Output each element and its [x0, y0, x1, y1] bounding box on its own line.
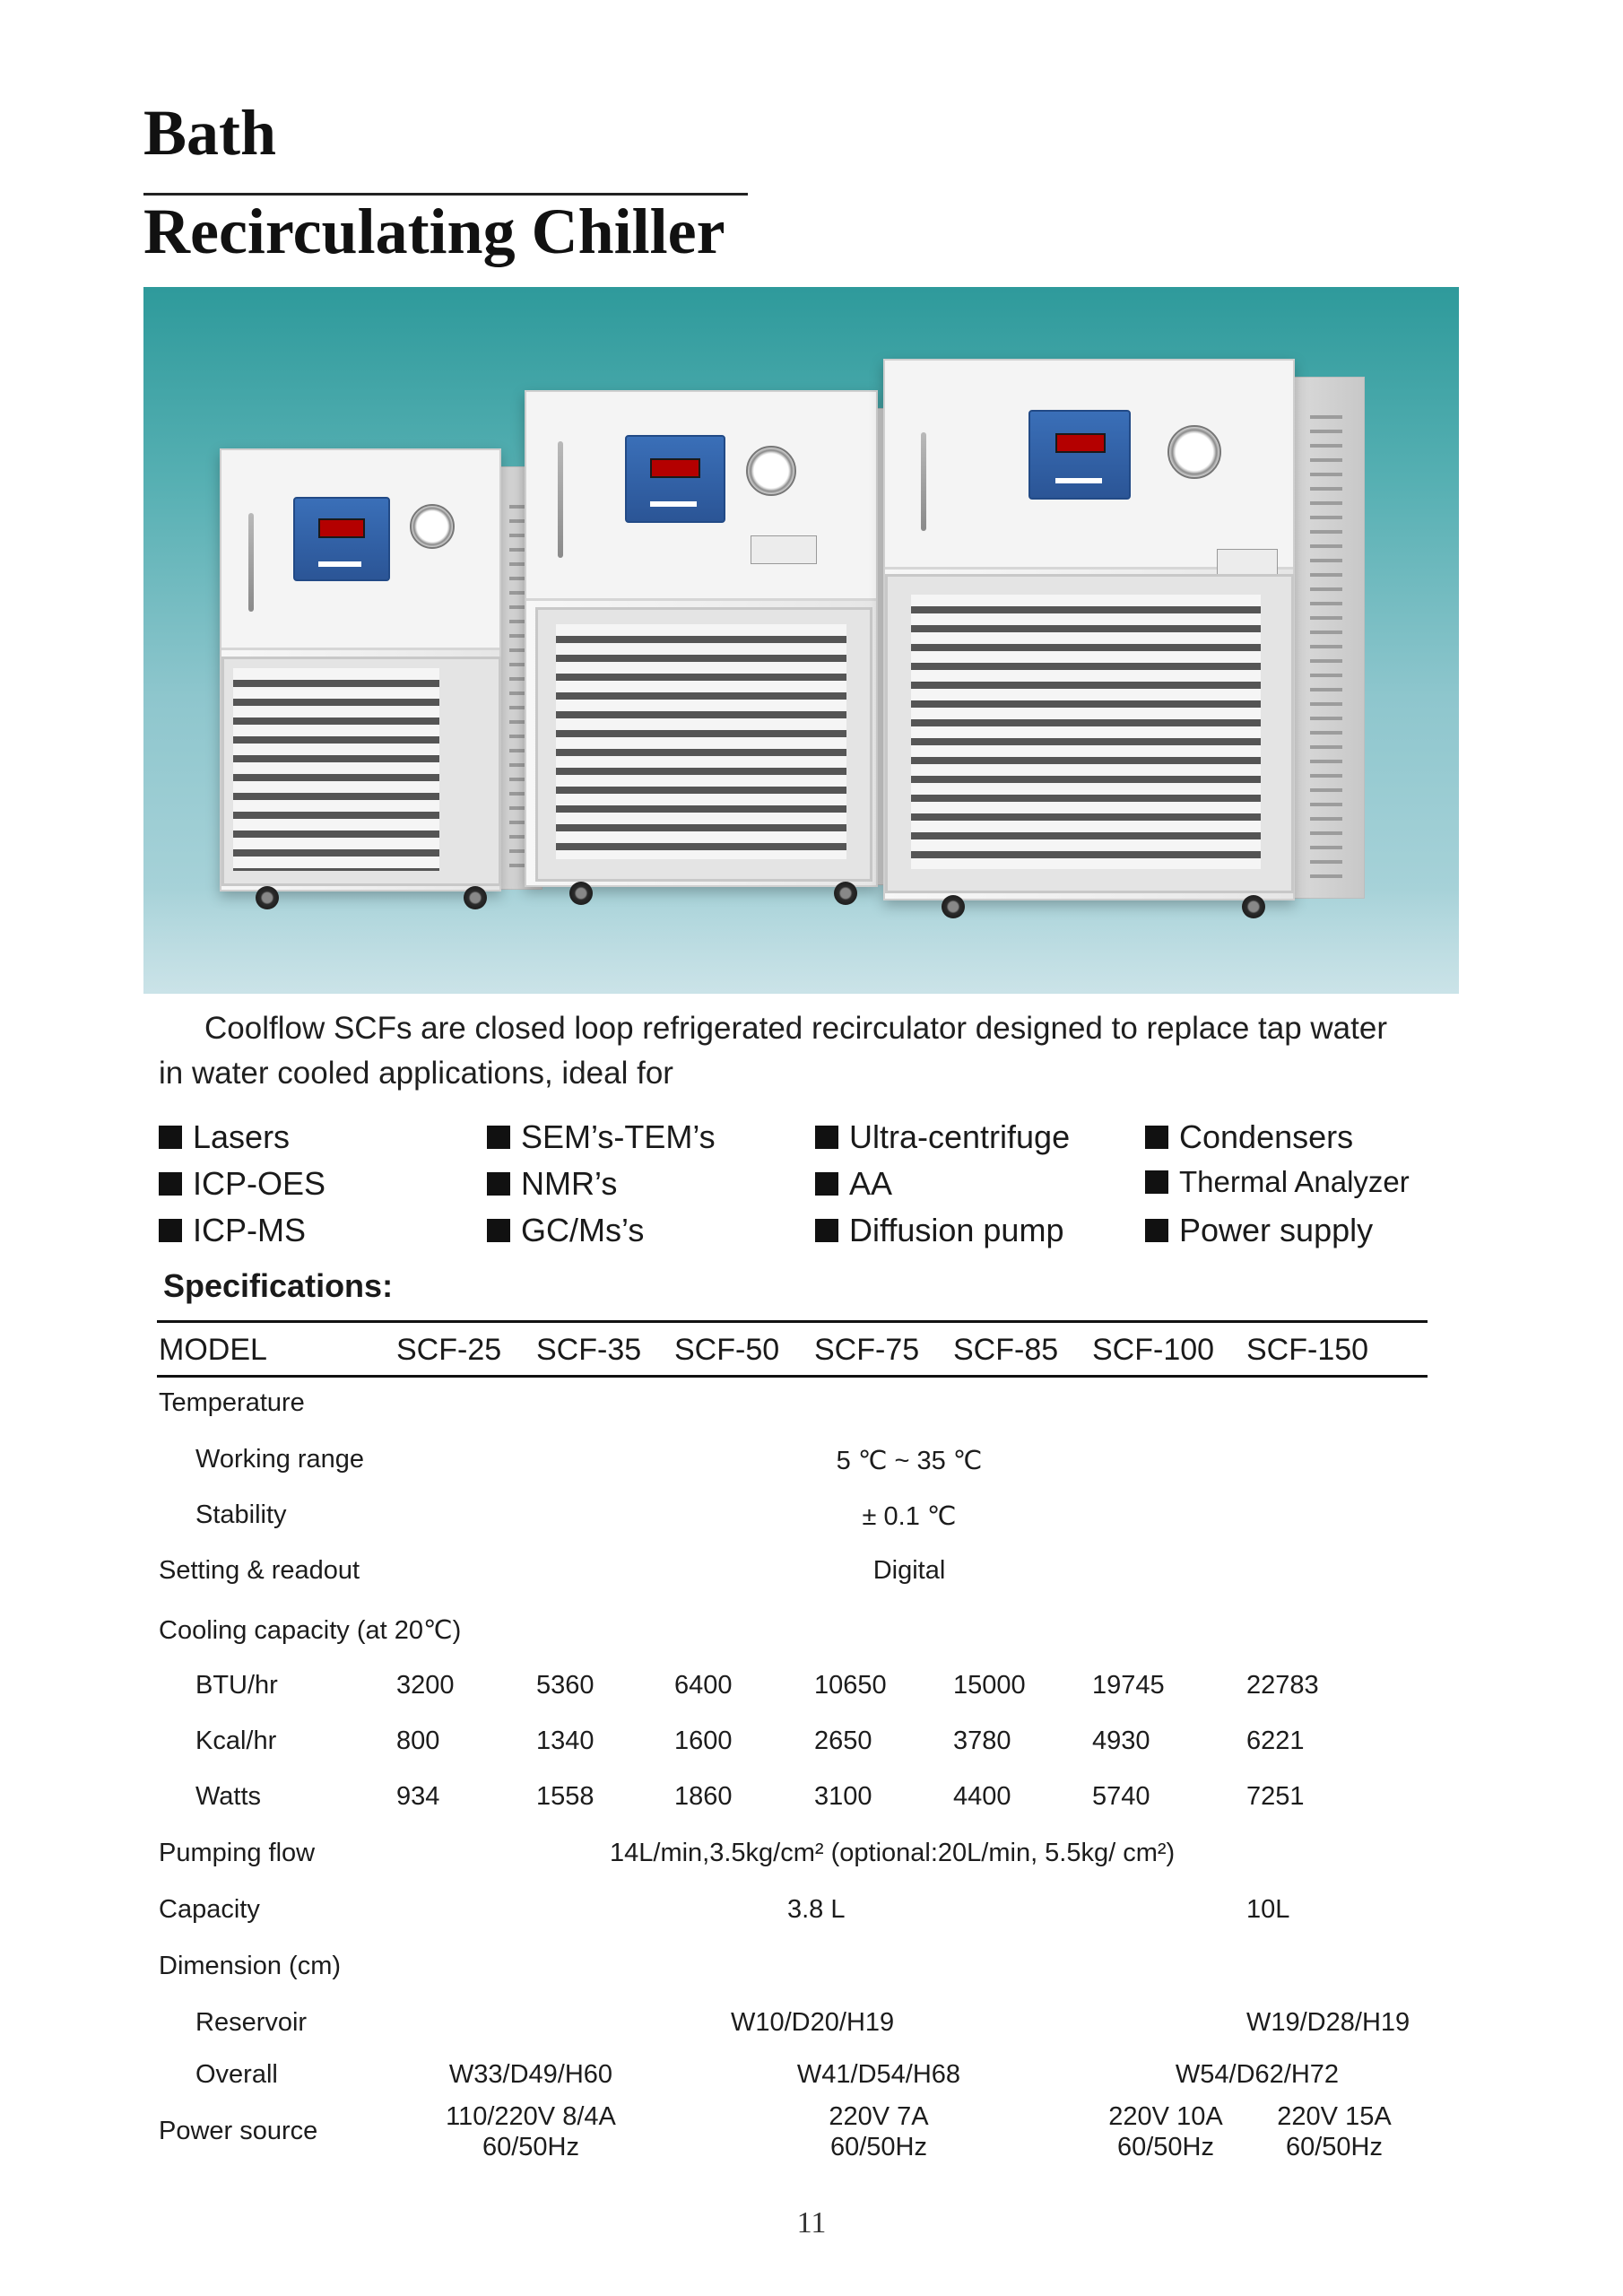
watts-value: 4400: [953, 1782, 1011, 1811]
btu-value: 10650: [814, 1671, 887, 1700]
app-item: [815, 1212, 1063, 1249]
overall-value: W41/D54/H68: [796, 2060, 961, 2089]
capacity-large-value: 10L: [1246, 1895, 1290, 1924]
grille-frame: [885, 574, 1294, 893]
header-model-name: SCF-50: [674, 1333, 780, 1367]
watts-value: 1860: [674, 1782, 733, 1811]
row-label-overall: Overall: [195, 2060, 278, 2089]
bullet-icon: [1145, 1219, 1168, 1242]
bullet-icon: [815, 1172, 838, 1196]
control-panel: [293, 497, 390, 581]
caster-wheel: [256, 886, 279, 909]
app-item: [815, 1165, 892, 1203]
bullet-icon: [815, 1219, 838, 1242]
app-label: GC/Ms’s: [521, 1212, 645, 1248]
grille-frame: [221, 657, 501, 886]
power-source-value: [780, 2101, 977, 2162]
row-label-kcal: Kcal/hr: [195, 1726, 277, 1755]
overall-value: W33/D49/H60: [448, 2060, 613, 2089]
app-label: ICP-MS: [193, 1212, 306, 1248]
app-item: [159, 1212, 306, 1249]
caster-wheel: [942, 895, 965, 918]
watts-value: 1558: [536, 1782, 595, 1811]
unit-side: [1291, 377, 1365, 899]
pressure-gauge: [410, 504, 455, 549]
bullet-icon: [487, 1172, 510, 1196]
bullet-icon: [815, 1126, 838, 1149]
kcal-value: 800: [396, 1726, 440, 1755]
power-rating: 220V 15A: [1277, 2102, 1392, 2131]
app-item: [815, 1118, 1070, 1156]
app-item: [487, 1118, 716, 1156]
app-label: ICP-OES: [193, 1165, 326, 1202]
table-header-rule: [157, 1375, 1428, 1378]
temperature-display: [318, 518, 365, 538]
specifications-heading: Specifications:: [163, 1267, 394, 1304]
watts-value: 934: [396, 1782, 440, 1811]
bullet-icon: [159, 1219, 182, 1242]
setting-readout-value: Digital: [872, 1556, 946, 1585]
kcal-value: 6221: [1246, 1726, 1305, 1755]
watts-value: 7251: [1246, 1782, 1305, 1811]
bullet-icon: [487, 1219, 510, 1242]
pumping-flow-value: 14L/min,3.5kg/cm² (optional:20L/min, 5.5kg/ cm²): [610, 1839, 1176, 1867]
app-label: Power supply: [1179, 1212, 1374, 1248]
brand-strip: [318, 561, 361, 567]
btu-value: 15000: [953, 1671, 1026, 1700]
header-model-name: SCF-25: [396, 1333, 502, 1367]
app-label: NMR’s: [521, 1165, 618, 1202]
kcal-value: 1340: [536, 1726, 595, 1755]
pressure-gauge: [746, 446, 796, 496]
brand-strip: [650, 501, 697, 507]
reservoir-small-value: W10/D20/H19: [731, 2008, 895, 2037]
row-label-temperature: Temperature: [159, 1388, 305, 1417]
row-label-working-range: Working range: [195, 1445, 365, 1474]
row-label-stability: Stability: [195, 1500, 287, 1529]
bullet-icon: [159, 1172, 182, 1196]
unit-front: [883, 359, 1295, 900]
power-source-value: [1245, 2101, 1424, 2162]
header-model-name: SCF-35: [536, 1333, 642, 1367]
kcal-value: 2650: [814, 1726, 872, 1755]
row-label-dimension: Dimension (cm): [159, 1952, 342, 1980]
level-sight-glass: [248, 513, 254, 612]
unit-front: [220, 448, 501, 891]
overall-value: W54/D62/H72: [1175, 2060, 1340, 2089]
kcal-value: 4930: [1092, 1726, 1150, 1755]
power-frequency: 60/50Hz: [1116, 2133, 1214, 2161]
btu-value: 22783: [1246, 1671, 1319, 1700]
bullet-icon: [159, 1126, 182, 1149]
power-frequency: 60/50Hz: [829, 2133, 927, 2161]
app-label: Ultra-centrifuge: [849, 1118, 1071, 1155]
power-rating: 220V 7A: [829, 2102, 929, 2131]
row-label-btu: BTU/hr: [195, 1671, 278, 1700]
row-label-power-source: Power source: [159, 2117, 318, 2145]
intro-line-2: in water cooled applications, ideal for: [159, 1056, 673, 1091]
rating-label: [751, 535, 817, 564]
app-label: Condensers: [1179, 1118, 1354, 1155]
kcal-value: 1600: [674, 1726, 733, 1755]
watts-value: 3100: [814, 1782, 872, 1811]
app-item: [487, 1212, 644, 1249]
caster-wheel: [464, 886, 487, 909]
intro-line-1: Coolflow SCFs are closed loop refrigerated recirculator designed to replace tap water: [204, 1011, 1387, 1046]
level-sight-glass: [558, 441, 563, 558]
page-title-line1: Bath: [143, 97, 277, 169]
app-item: [1145, 1165, 1410, 1199]
table-top-rule: [157, 1320, 1428, 1323]
power-rating: 110/220V 8/4A: [446, 2102, 616, 2131]
header-model-name: SCF-100: [1092, 1333, 1215, 1367]
unit-front: [525, 390, 878, 887]
row-label-watts: Watts: [195, 1782, 262, 1811]
btu-value: 6400: [674, 1671, 733, 1700]
header-model-name: SCF-150: [1246, 1333, 1369, 1367]
app-item: [1145, 1212, 1373, 1249]
temperature-display: [1055, 433, 1106, 453]
power-source-value: [405, 2101, 656, 2162]
app-label: Thermal Analyzer: [1179, 1165, 1410, 1198]
app-label: SEM’s-TEM’s: [521, 1118, 716, 1155]
level-sight-glass: [921, 432, 926, 531]
caster-wheel: [1242, 895, 1265, 918]
row-label-cooling-capacity: Cooling capacity (at 20℃): [159, 1616, 462, 1645]
control-panel: [625, 435, 725, 523]
app-label: AA: [849, 1165, 893, 1202]
product-photo: [143, 287, 1459, 994]
header-model-name: SCF-75: [814, 1333, 920, 1367]
btu-value: 19745: [1092, 1671, 1165, 1700]
power-frequency: 60/50Hz: [482, 2133, 579, 2161]
control-panel: [1028, 410, 1131, 500]
page-title-line2: Recirculating Chiller: [143, 196, 725, 267]
power-rating: 220V 10A: [1108, 2102, 1223, 2131]
front-grille: [556, 624, 846, 859]
app-item: [159, 1165, 325, 1203]
grille-frame: [535, 607, 872, 882]
page-number: 11: [796, 2206, 827, 2239]
btu-value: 5360: [536, 1671, 595, 1700]
bullet-icon: [487, 1126, 510, 1149]
brand-strip: [1055, 478, 1102, 483]
stability-value: ± 0.1 ℃: [862, 1502, 957, 1531]
temperature-display: [650, 458, 700, 478]
front-grille: [911, 595, 1261, 869]
btu-value: 3200: [396, 1671, 455, 1700]
app-label: Diffusion pump: [849, 1212, 1064, 1248]
kcal-value: 3780: [953, 1726, 1011, 1755]
app-item: [487, 1165, 617, 1203]
app-item: [1145, 1118, 1353, 1156]
row-label-reservoir: Reservoir: [195, 2008, 308, 2037]
caster-wheel: [569, 882, 593, 905]
row-label-setting-readout: Setting & readout: [159, 1556, 360, 1585]
app-label: Lasers: [193, 1118, 291, 1155]
power-source-value: [1076, 2101, 1255, 2162]
row-label-pumping-flow: Pumping flow: [159, 1839, 316, 1867]
working-range-value: 5 ℃ ~ 35 ℃: [836, 1447, 983, 1475]
side-vents: [1310, 404, 1342, 880]
app-item: [159, 1118, 290, 1156]
bullet-icon: [1145, 1170, 1168, 1194]
capacity-small-value: 3.8 L: [787, 1895, 846, 1924]
power-frequency: 60/50Hz: [1285, 2133, 1383, 2161]
header-model: MODEL: [159, 1333, 267, 1367]
row-label-capacity: Capacity: [159, 1895, 260, 1924]
reservoir-large-value: W19/D28/H19: [1246, 2008, 1410, 2037]
watts-value: 5740: [1092, 1782, 1150, 1811]
bullet-icon: [1145, 1126, 1168, 1149]
caster-wheel: [834, 882, 857, 905]
header-model-name: SCF-85: [953, 1333, 1059, 1367]
front-grille: [233, 668, 439, 871]
pressure-gauge: [1167, 425, 1221, 479]
